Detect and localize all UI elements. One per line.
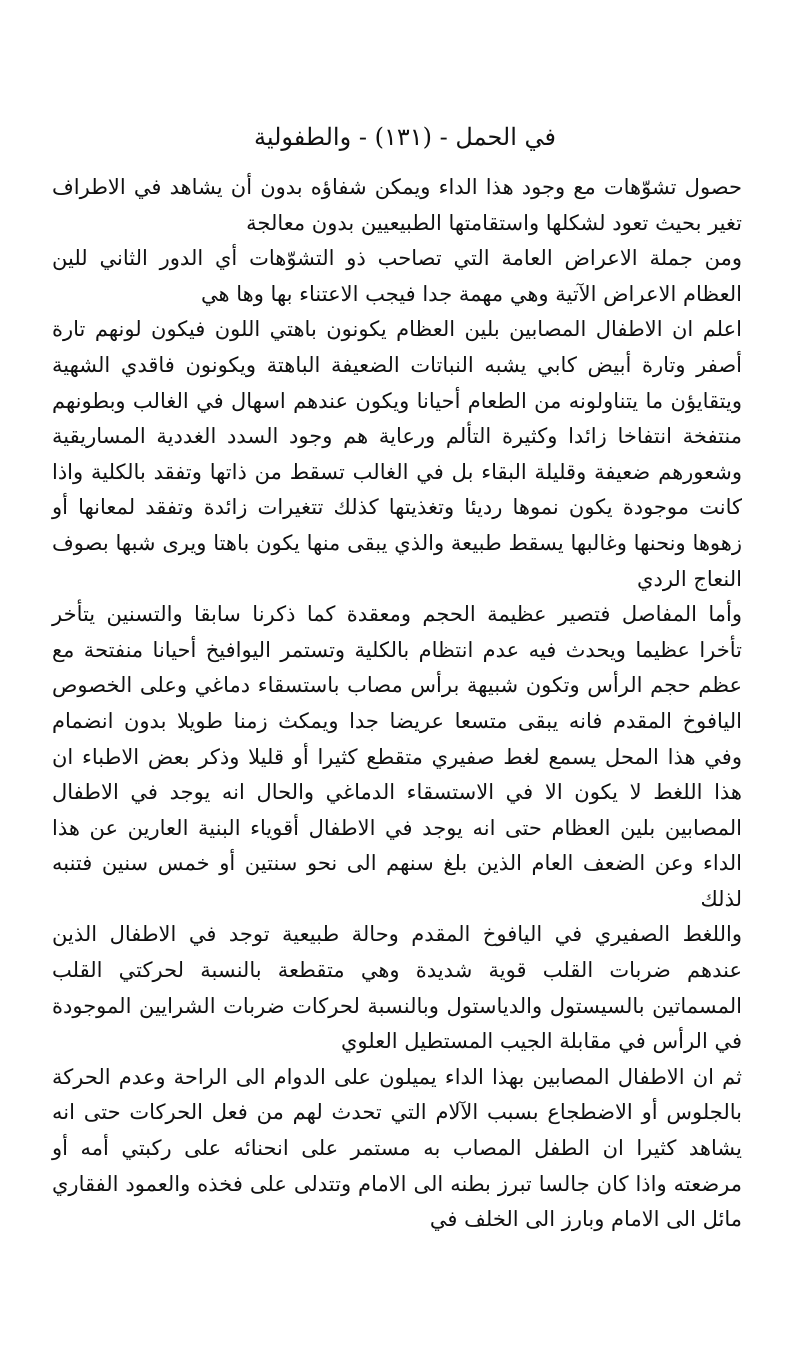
paragraph: واللغط الصفيري في اليافوخ المقدم وحالة طبيعية توجد في الاطفال الذين عندهم ضربات القلب قوية شديدة وهي متقطعة بالنسبة لحركتي القلب المسماتين بالسيستول والدياستول وبالنسبة لحركات ضربات الشرايين الموجودة في الرأس في مقابلة الجيب المستطيل العلوي bbox=[52, 922, 742, 1054]
paragraph: ثم ان الاطفال المصابين بهذا الداء يميلون على الدوام الى الراحة وعدم الحركة بالجلوس أو الاضطجاع بسبب الآلام التي تحدث لهم من فعل الحركات حتى انه يشاهد كثيرا ان الطفل المصاب به مستمر على انحنائه على ركبتي أمه أو مرضعته واذا كان جالسا تبرز بطنه الى الامام وتتدلى على فخذه والعمود الفقاري مائل الى الامام وبارز الى الخلف في bbox=[52, 1064, 742, 1232]
paragraph: وأما المفاصل فتصير عظيمة الحجم ومعقدة كما ذكرنا سابقا والتسنين يتأخر تأخرا عظيما ويحدث فيه عدم انتظام بالكلية وتستمر اليوافيخ أحيانا منفتحة مع عظم حجم الرأس وتكون شبيهة برأس مصاب باستسقاء دماغي وعلى الخصوص اليافوخ المقدم فانه يبقى متسعا عريضا جدا ويمكث زمنا طويلا بدون انضمام وفي هذا المحل يسمع لغط صفيري متقطع كثيرا أو قليلا وذكر بعض الاطباء ان هذا اللغط لا يكون الا في الاستسقاء الدماغي والحال انه يوجد في الاطفال المصابين بلين العظام حتى انه يوجد في الاطفال أقوياء البنية العارين عن هذا الداء وعن الضعف العام الذين بلغ سنهم الى نحو سنتين أو خمس سنين فتنبه لذلك bbox=[52, 602, 742, 911]
page-body bbox=[52, 170, 742, 1238]
paragraph: اعلم ان الاطفال المصابين بلين العظام يكونون باهتي اللون فيكون لونهم تارة أصفر وتارة أبيض كابي يشبه النباتات الضعيفة الباهتة ويكونون فاقدي الشهية ويتقايؤن ما يتناولونه من الطعام أحيانا ويكون عندهم اسهال في الغالب وبطونهم منتفخة انتفاخا زائدا وكثيرة التألم ورعاية هم وجود السدد الغددية المساريقية وشعورهم ضعيفة وقليلة البقاء بل في الغالب تسقط من ذاتها وتفقد بالكلية واذا كانت موجودة يكون نموها رديئا وتغذيتها كذلك تتغيرات زائدة وتفقد لمعانها أو زهوها ونحنها وغالبها يسقط طبيعة والذي يبقى منها يكون باهتا ويرى شبها بصوف النعاج الردي bbox=[52, 317, 742, 591]
paragraph: ومن جملة الاعراض العامة التي تصاحب ذو التشوّهات أي الدور الثاني للين العظام الاعراض الآتية وهي مهمة جدا فيجب الاعتناء بها وها هي bbox=[52, 246, 742, 306]
header-separator-1: - bbox=[432, 123, 448, 151]
header-title-left: في الحمل bbox=[455, 123, 557, 151]
running-header bbox=[0, 122, 810, 152]
header-separator-2: - bbox=[351, 123, 367, 151]
paragraph: حصول تشوّهات مع وجود هذا الداء ويمكن شفاؤه بدون أن يشاهد في الاطراف تغير بحيث تعود لشكلها واستقامتها الطبيعيين بدون معالجة bbox=[52, 175, 742, 235]
page-number: (١٣١) bbox=[374, 123, 432, 151]
header-title-right: والطفولية bbox=[253, 123, 352, 151]
